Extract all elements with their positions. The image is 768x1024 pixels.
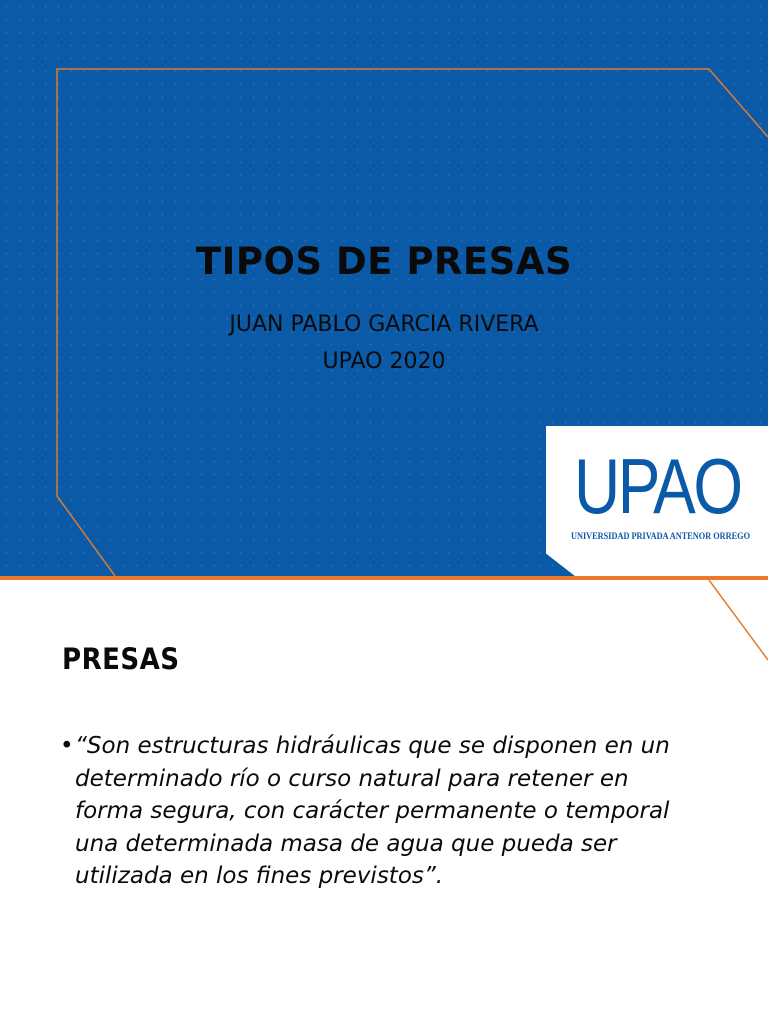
- section-heading: PRESAS: [62, 642, 180, 676]
- quote-line: “Son estructuras hidráulicas que se disponen en un: [75, 733, 670, 759]
- institution-year: UPAO 2020: [322, 349, 446, 374]
- university-name: UNIVERSIDAD PRIVADA ANTENOR ORREGO: [571, 531, 751, 541]
- definition-quote: [75, 730, 725, 893]
- slide-title: TIPOS DE PRESAS: [195, 240, 573, 283]
- quote-line: utilizada en los fines previstos”.: [75, 863, 444, 889]
- quote-line: una determinada masa de agua que pueda ser: [75, 830, 617, 857]
- quote-line: forma segura, con carácter permanente o temporal: [75, 798, 670, 824]
- upao-logo: UPAO: [574, 442, 741, 530]
- content-slide: [0, 580, 768, 1024]
- bullet-icon: •: [60, 733, 74, 759]
- quote-line: determinado río o curso natural para retener en: [75, 765, 629, 792]
- author-name: JUAN PABLO GARCIA RIVERA: [229, 312, 539, 337]
